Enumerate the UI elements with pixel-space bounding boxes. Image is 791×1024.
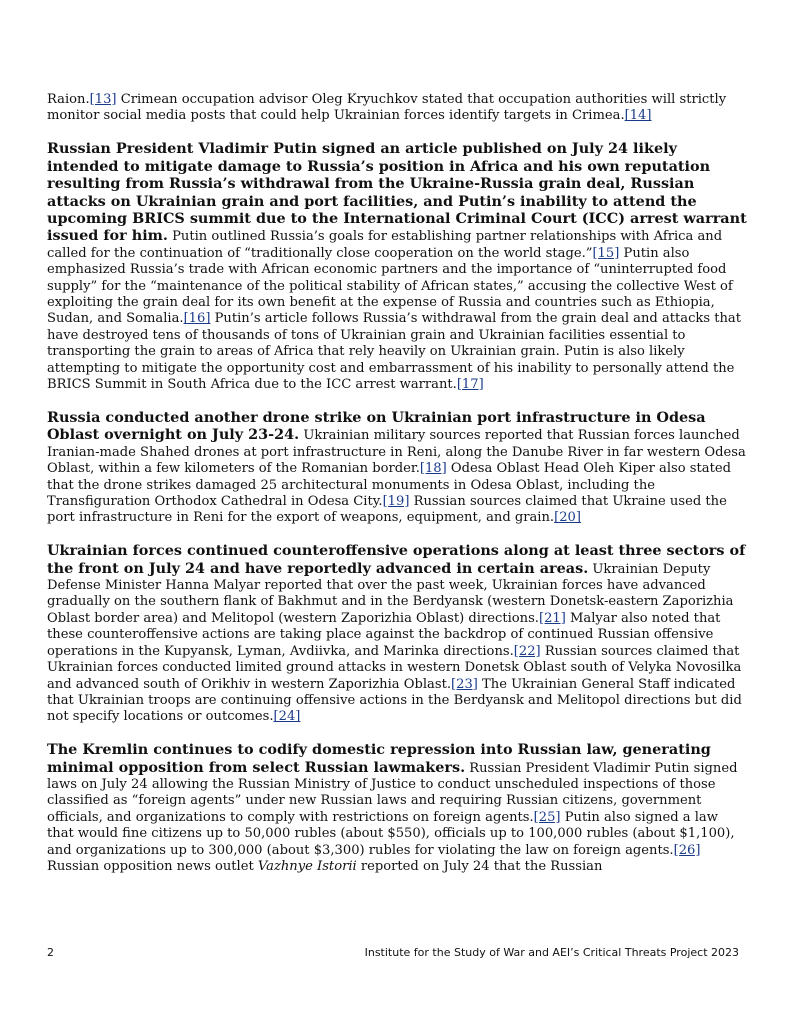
lead-sentence: Russian President Vladimir Putin signed an article published on July 24 likely intended to mitigate damage to Russia’s position in Africa and his own reputation resulting from Russia’s withdrawal from the Ukraine-Russia grain deal, Russian attacks on Ukrainian grain and port facilities, and Putin’s inability to attend the upcoming BRICS summit due to the International Criminal Court (ICC) arrest warrant issued for him. xyxy=(47,140,747,245)
lead-sentence: The Kremlin continues to codify domestic repression into Russian law, generating minimal opposition from select Russian lawmakers. xyxy=(47,741,711,776)
lead-sentence: Ukrainian forces continued counteroffensive operations along at least three sectors of the front on July 24 and have reportedly advanced in certain areas. xyxy=(47,542,746,577)
body-text: Ukrainian military sources reported that Russian forces launched Iranian-made Shahed drones at port infrastructure in Reni, along the Danube River in far western Odesa Oblast, within a few kilometers of the Romanian border. xyxy=(47,428,746,477)
footnote-link[interactable]: [25] xyxy=(533,809,561,825)
body-text: reported on July 24 that the Russian xyxy=(356,859,603,875)
body-text: Putin also emphasized Russia’s trade with African economic partners and the importance of “uninterrupted food supply” for the “maintenance of the political stability of African states,” accusing the collective West of exploiting the grain deal for its own benefit at the expense of Russia and countries such as Ethiopia, Sudan, and Somalia. xyxy=(47,245,733,327)
footnote-link[interactable]: [13] xyxy=(89,92,117,107)
document-body xyxy=(47,92,747,892)
body-text: Ukrainian Deputy Defense Minister Hanna Malyar reported that over the past week, Ukrainian forces have advanced gradually on the southern flank of Bakhmut and in the Berdyansk (western Donetsk-eastern Zaporizhia Oblast border area) and Melitopol (western Zaporizhia Oblast) directions. xyxy=(47,561,734,626)
footnote-link[interactable]: [26] xyxy=(673,842,701,858)
footnote-link[interactable]: [17] xyxy=(456,377,484,392)
body-text: Malyar also noted that these counteroffensive actions are taking place against the backdrop of continued Russian offensive operations in the Kupyansk, Lyman, Avdiivka, and Marinka directions. xyxy=(47,610,721,659)
paragraph xyxy=(47,141,747,393)
paragraph xyxy=(47,742,747,875)
body-text: Russian sources claimed that Ukraine used the port infrastructure in Reni for the export of weapons, equipment, and grain. xyxy=(47,493,727,526)
body-text: Crimean occupation advisor Oleg Kryuchkov stated that occupation authorities will strictly monitor social media posts that could help Ukrainian forces identify targets in Crimea. xyxy=(47,92,727,124)
paragraph xyxy=(47,410,747,527)
paragraph xyxy=(47,543,747,725)
footnote-link[interactable]: [15] xyxy=(592,245,620,261)
footnote-link[interactable]: [14] xyxy=(624,108,652,124)
body-text: Russian President Vladimir Putin signed laws on July 24 allowing the Russian Ministry of Justice to conduct unscheduled inspections of those classified as “foreign agents” under new Russian laws and requiring Russian citizens, government officials, and organizations to comply with restrictions on foreign agents. xyxy=(47,760,738,825)
footnote-link[interactable]: [19] xyxy=(382,493,410,509)
paragraph xyxy=(47,92,747,125)
body-text: Raion. xyxy=(47,92,90,107)
body-text: Putin also signed a law that would fine citizens up to 50,000 rubles (about $550), officials up to 100,000 rubles (about $1,100), and organizations up to 300,000 (about $3,300) rubles for violating the law on foreign agents. xyxy=(47,809,735,858)
body-text: Russian sources claimed that Ukrainian forces conducted limited ground attacks in western Donetsk Oblast south of Velyka Novosilka and advanced south of Orikhiv in western Zaporizhia Oblast. xyxy=(47,643,742,692)
footnote-link[interactable]: [20] xyxy=(554,510,581,526)
body-text: Putin outlined Russia’s goals for establishing partner relationships with Africa and called for the continuation of “traditionally close cooperation on the world stage.” xyxy=(47,229,723,261)
footer-credit: Institute for the Study of War and AEI’s Critical Threats Project 2023 xyxy=(364,946,739,959)
body-text: Russian opposition news outlet xyxy=(47,859,258,875)
footnote-link[interactable]: [21] xyxy=(538,610,566,626)
footnote-link[interactable]: [16] xyxy=(183,311,211,327)
footnote-link[interactable]: [18] xyxy=(419,461,447,477)
body-text: Odesa Oblast Head Oleh Kiper also stated that the drone strikes damaged 25 architectural monuments in Odesa Oblast, including the Transfiguration Orthodox Cathedral in Odesa City. xyxy=(47,461,731,509)
italic-text: Vazhnye Istorii xyxy=(257,859,357,875)
page-footer xyxy=(47,946,739,959)
footnote-link[interactable]: [24] xyxy=(273,709,301,725)
footnote-link[interactable]: [22] xyxy=(513,643,541,659)
page-number: 2 xyxy=(47,946,54,959)
body-text: Putin’s article follows Russia’s withdrawal from the grain deal and attacks that have destroyed tens of thousands of tons of Ukrainian grain and Ukrainian facilities essential to transporting the grain to areas of Africa that rely heavily on Ukrainian grain. Putin is also likely attempting to mitigate the opportunity cost and embarrassment of his inability to personally attend the BRICS Summit in South Africa due to the ICC arrest warrant. xyxy=(47,311,741,392)
lead-sentence: Russia conducted another drone strike on Ukrainian port infrastructure in Odesa Oblast overnight on July 23-24. xyxy=(47,408,706,444)
body-text: The Ukrainian General Staff indicated that Ukrainian troops are continuing offensive actions in the Berdyansk and Melitopol directions but did not specify locations or outcomes. xyxy=(47,676,742,725)
footnote-link[interactable]: [23] xyxy=(451,676,478,692)
